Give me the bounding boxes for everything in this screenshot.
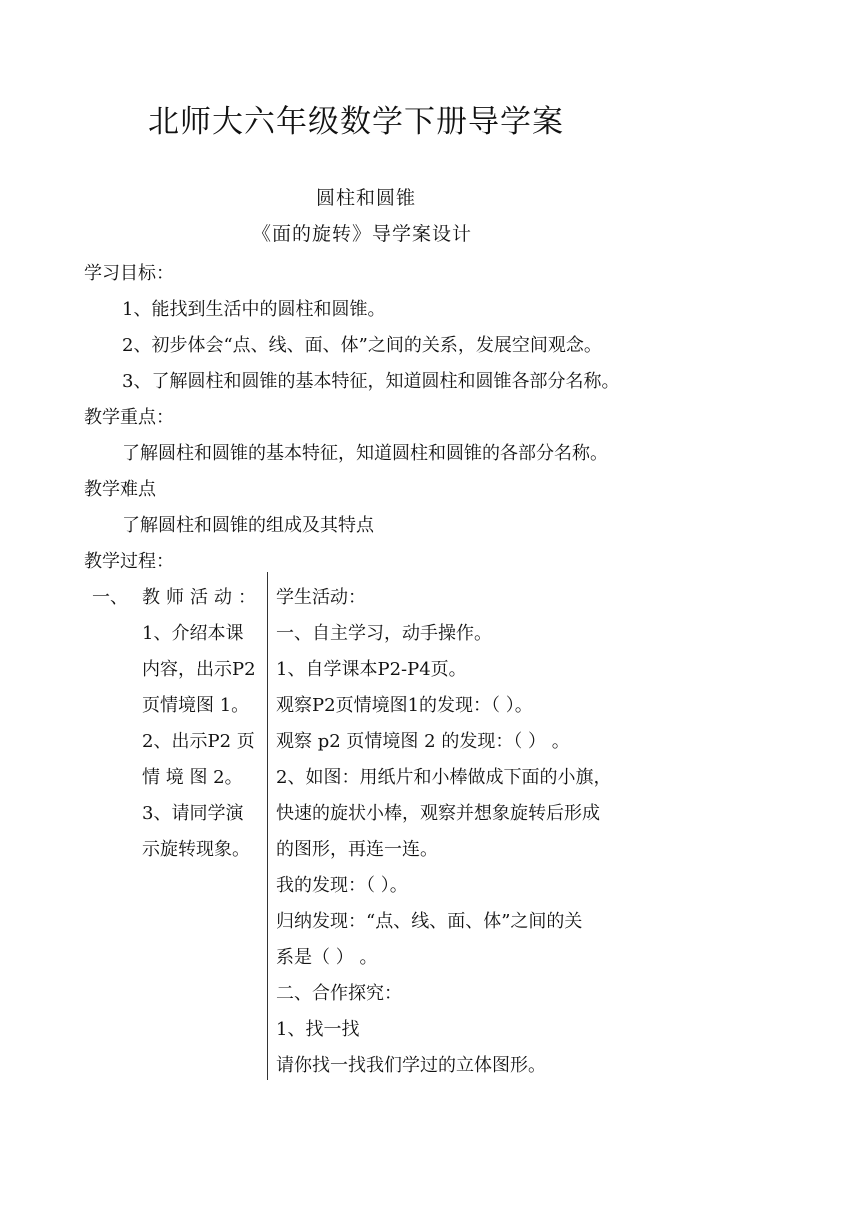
teacher-line: 2、出示P2 页 [142,731,255,752]
difficulties-heading: 教学难点 [84,479,156,500]
page-title: 北师大六年级数学下册导学案 [148,104,564,140]
student-line: 系是（ ） 。 [276,947,378,968]
teacher-line: 1、介绍本课 [142,623,244,644]
teacher-line: 3、请同学演 [142,803,244,824]
teacher-line: 内容，出示P2 [142,659,256,680]
teacher-column-heading: 教师活动： [142,587,262,608]
lesson-title: 《面的旋转》导学案设计 [252,223,473,245]
student-line: 我的发现：（ ）。 [276,875,408,896]
teacher-line: 示旋转现象。 [142,839,250,860]
column-divider [267,572,268,1080]
objective-item: 1、能找到生活中的圆柱和圆锥。 [122,299,386,320]
student-line: 观察 p2 页情境图 2 的发现：（ ） 。 [276,731,570,752]
student-line: 1、自学课本P2-P4页。 [276,659,467,680]
teacher-section-number: 一、 [92,587,128,608]
student-line: 观察P2页情境图1的发现：（ ）。 [276,695,533,716]
student-line: 快速的旋状小棒，观察并想象旋转后形成 [276,803,600,824]
student-line: 2、如图：用纸片和小棒做成下面的小旗， [276,767,612,788]
student-line: 一、自主学习，动手操作。 [276,623,492,644]
student-column-heading: 学生活动： [276,587,366,608]
difficulties-text: 了解圆柱和圆锥的组成及其特点 [122,515,374,536]
key-points-text: 了解圆柱和圆锥的基本特征，知道圆柱和圆锥的各部分名称。 [122,443,608,464]
objective-item: 3、了解圆柱和圆锥的基本特征，知道圆柱和圆锥各部分名称。 [122,371,620,392]
unit-title: 圆柱和圆锥 [316,187,417,209]
objective-item: 2、初步体会“点、线、面、体”之间的关系，发展空间观念。 [122,335,602,356]
key-points-heading: 教学重点： [84,407,174,428]
student-line: 二、合作探究： [276,983,402,1004]
teacher-line: 情 境 图 2。 [142,767,243,788]
student-line: 1、找一找 [276,1019,360,1040]
student-line: 归纳发现：“点、线、面、体”之间的关 [276,911,583,932]
process-heading: 教学过程： [84,551,174,572]
student-line: 的图形，再连一连。 [276,839,438,860]
teacher-line: 页情境图 1。 [142,695,250,716]
objectives-heading: 学习目标： [84,263,174,284]
student-line: 请你找一找我们学过的立体图形。 [276,1055,546,1076]
